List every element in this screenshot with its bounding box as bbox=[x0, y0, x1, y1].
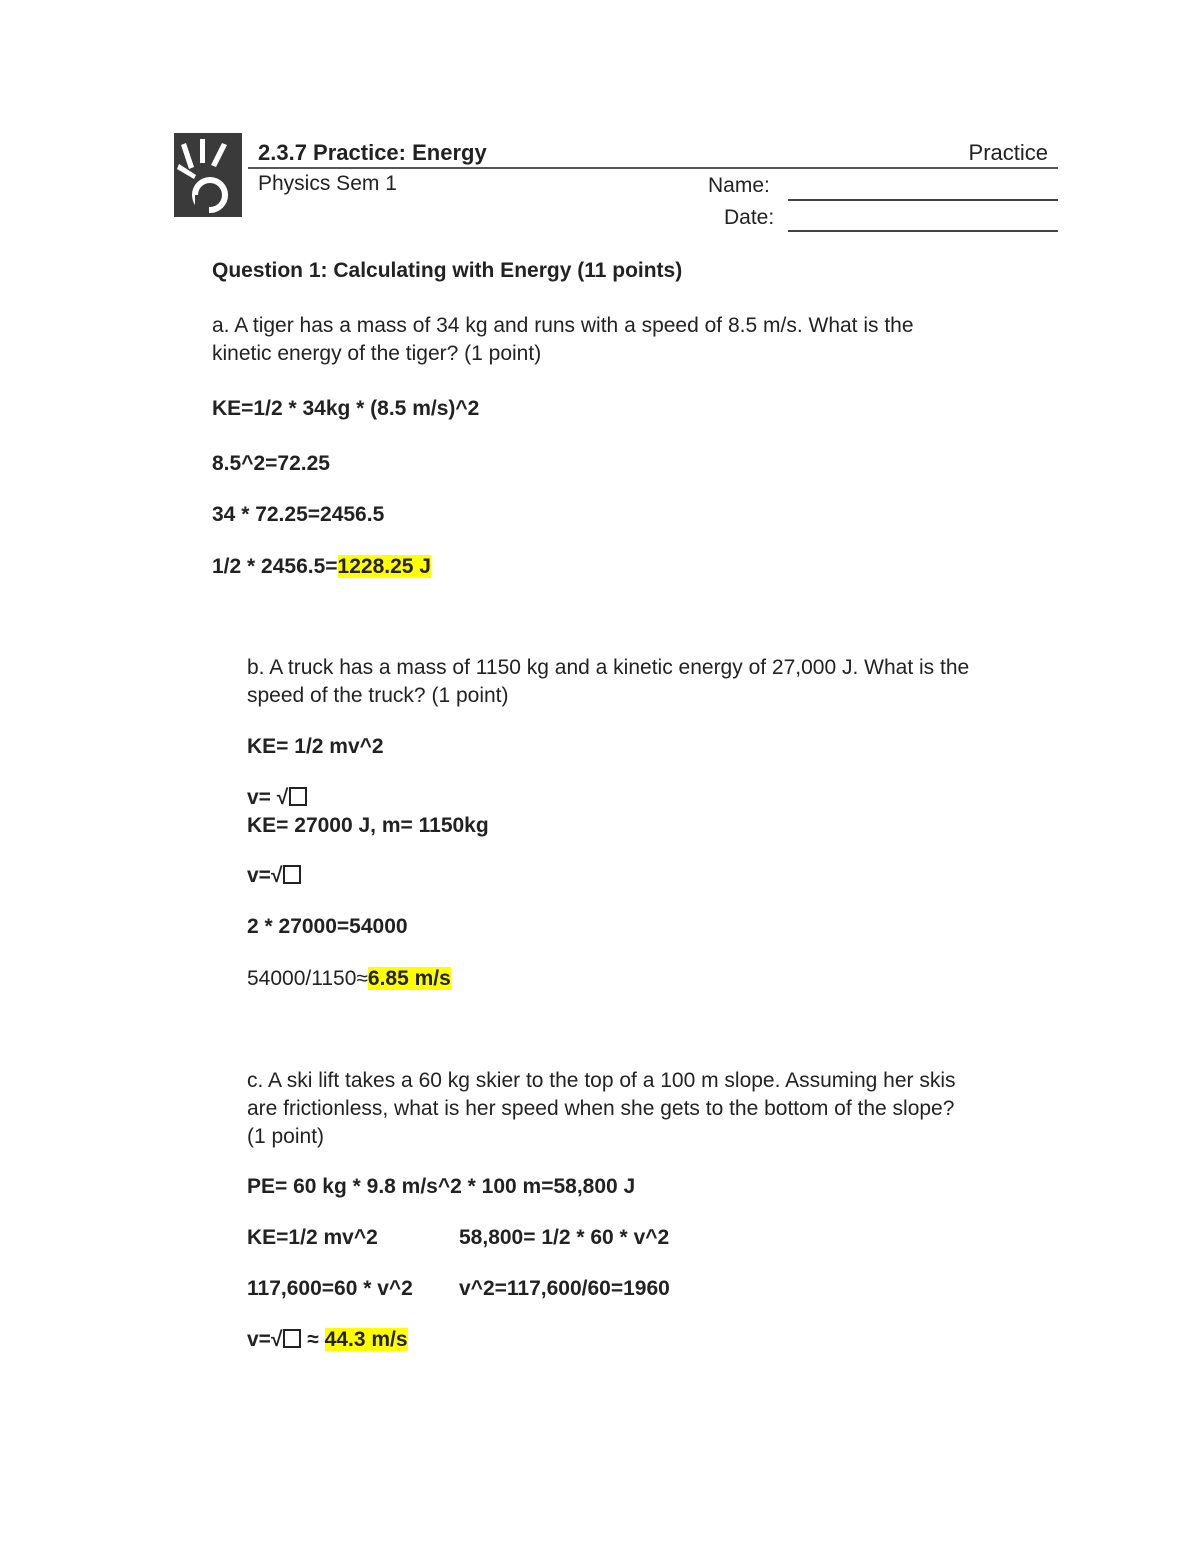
part-c-step2-right: 58,800= 1/2 * 60 * v^2 bbox=[459, 1226, 670, 1249]
course-name: Physics Sem 1 bbox=[258, 172, 397, 195]
part-a-answer: 1228.25 J bbox=[337, 555, 431, 578]
part-a-step4-prefix: 1/2 * 2456.5= bbox=[212, 555, 338, 578]
date-field-line[interactable] bbox=[788, 230, 1058, 232]
sunburst-bulb-logo-icon bbox=[174, 133, 242, 217]
part-b-prompt-line2: speed of the truck? (1 point) bbox=[247, 684, 509, 707]
radical-placeholder-box bbox=[289, 787, 307, 806]
part-c-answer: 44.3 m/s bbox=[324, 1328, 408, 1351]
part-b-step2-prefix: v= √ bbox=[247, 786, 289, 809]
part-a-step4 bbox=[212, 553, 431, 581]
part-b-answer: 6.85 m/s bbox=[367, 967, 451, 990]
part-b-prompt-line1: b. A truck has a mass of 1150 kg and a kinetic energy of 27,000 J. What is the bbox=[247, 656, 970, 679]
part-b-step5: 2 * 27000=54000 bbox=[247, 915, 408, 938]
question-heading: Question 1: Calculating with Energy (11 points) bbox=[212, 259, 683, 282]
worksheet-title: 2.3.7 Practice: Energy bbox=[258, 140, 487, 165]
part-c-step4 bbox=[247, 1326, 408, 1354]
worksheet-type: Practice bbox=[968, 140, 1048, 165]
part-a-prompt-line2: kinetic energy of the tiger? (1 point) bbox=[212, 342, 542, 365]
part-b-step2 bbox=[247, 784, 307, 812]
part-c-prompt-line3: (1 point) bbox=[247, 1125, 325, 1148]
part-b-step6-prefix: 54000/1150≈ bbox=[247, 967, 368, 990]
part-b-step4-prefix: v=√ bbox=[247, 864, 283, 887]
part-c-step3-right: v^2=117,600/60=1960 bbox=[459, 1277, 670, 1300]
part-a-prompt-line1: a. A tiger has a mass of 34 kg and runs with a speed of 8.5 m/s. What is the bbox=[212, 314, 914, 337]
part-c-prompt-line1: c. A ski lift takes a 60 kg skier to the top of a 100 m slope. Assuming her skis bbox=[247, 1069, 956, 1092]
part-b-step3: KE= 27000 J, m= 1150kg bbox=[247, 814, 489, 837]
part-c-step4-prefix: v=√ bbox=[247, 1328, 283, 1351]
name-label: Name: bbox=[708, 174, 770, 197]
part-c-step3-left: 117,600=60 * v^2 bbox=[247, 1277, 413, 1300]
part-a-step3: 34 * 72.25=2456.5 bbox=[212, 503, 385, 526]
part-c-step4-approx: ≈ bbox=[301, 1328, 325, 1351]
radical-placeholder-box bbox=[283, 865, 301, 884]
part-b-step4 bbox=[247, 862, 301, 890]
part-a-step2: 8.5^2=72.25 bbox=[212, 452, 330, 475]
part-c-prompt-line2: are frictionless, what is her speed when she gets to the bottom of the slope? bbox=[247, 1097, 955, 1120]
header-divider bbox=[248, 167, 1058, 169]
part-c-step1: PE= 60 kg * 9.8 m/s^2 * 100 m=58,800 J bbox=[247, 1175, 636, 1198]
part-a-step1: KE=1/2 * 34kg * (8.5 m/s)^2 bbox=[212, 397, 480, 420]
name-field-line[interactable] bbox=[788, 199, 1058, 201]
part-b-step1: KE= 1/2 mv^2 bbox=[247, 735, 384, 758]
part-b-step6 bbox=[247, 965, 451, 993]
part-c-step2-left: KE=1/2 mv^2 bbox=[247, 1226, 378, 1249]
radical-placeholder-box bbox=[283, 1329, 301, 1348]
date-label: Date: bbox=[724, 206, 775, 229]
